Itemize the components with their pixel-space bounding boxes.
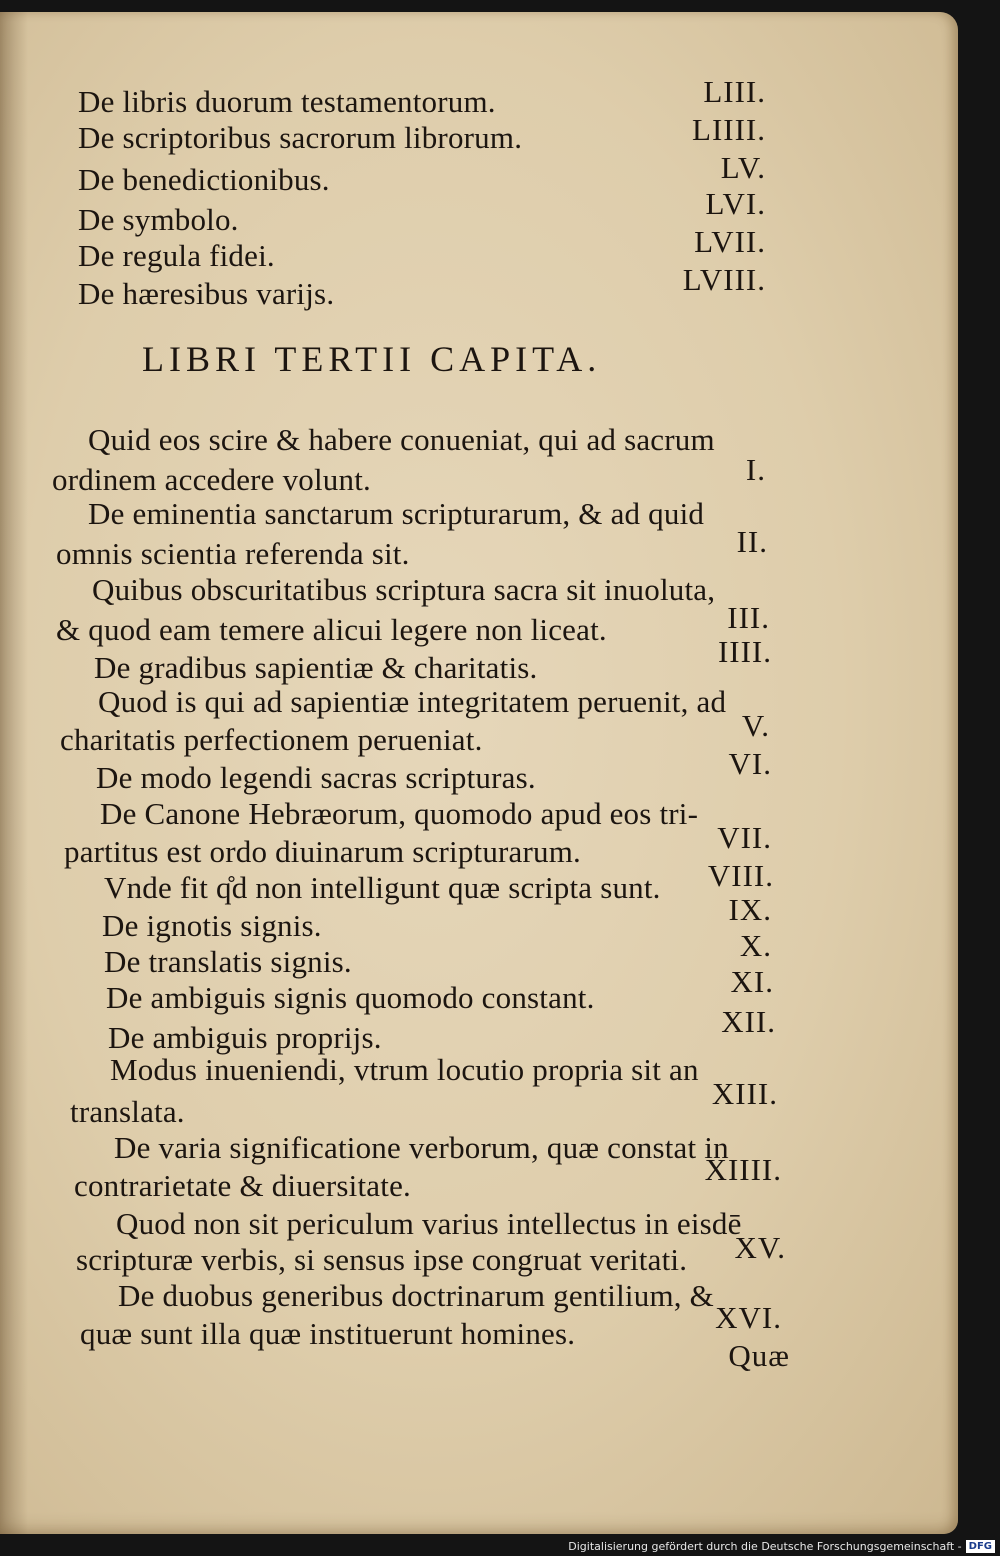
book-page: [0, 12, 958, 1534]
chapter-line: De modo legendi sacras scripturas.: [96, 760, 536, 795]
entry-title: De symbolo.: [78, 202, 239, 237]
entry-title: De benedictionibus.: [78, 162, 330, 197]
chapter-numeral: XIII.: [711, 1076, 778, 1111]
chapter-line: translata.: [70, 1094, 185, 1129]
chapter-numeral: VI.: [728, 746, 772, 781]
chapter-line: De duobus generibus doctrinarum gentilium, &: [118, 1278, 714, 1313]
chapter-line: contrarietate & diuersitate.: [74, 1168, 411, 1203]
entry-numeral: LV.: [720, 150, 766, 185]
chapter-line: De gradibus sapientiæ & charitatis.: [94, 650, 538, 685]
entry-title: De libris duorum testamentorum.: [78, 84, 496, 119]
chapter-numeral: XIIII.: [704, 1152, 782, 1187]
chapter-numeral: II.: [736, 524, 768, 559]
chapter-line: Quibus obscuritatibus scriptura sacra sit inuoluta,: [92, 572, 716, 607]
credit-text: Digitalisierung gefördert durch die Deutsche Forschungsgemeinschaft -: [568, 1540, 962, 1553]
chapter-line: Quod non sit periculum varius intellectus in eisdē: [116, 1206, 742, 1241]
chapter-line: Modus inueniendi, vtrum locutio propria sit an: [110, 1052, 699, 1087]
digitization-credit: [560, 1537, 995, 1556]
chapter-numeral: I.: [745, 452, 766, 487]
chapter-line: Vnde fit q̊d non intelligunt quæ scripta sunt.: [104, 870, 661, 905]
chapter-numeral: X.: [739, 928, 772, 963]
chapter-line: scripturæ verbis, si sensus ipse congruat veritati.: [76, 1242, 688, 1277]
chapter-numeral: XV.: [734, 1230, 786, 1265]
entry-numeral: LVI.: [705, 186, 766, 221]
chapter-line: Quid eos scire & habere conueniat, qui ad sacrum: [88, 422, 715, 457]
chapter-line: omnis scientia referenda sit.: [56, 536, 410, 571]
entry-numeral: LVII.: [694, 224, 766, 259]
chapter-line: De translatis signis.: [104, 944, 352, 979]
chapter-line: De ambiguis signis quomodo constant.: [106, 980, 595, 1015]
chapter-line: De ignotis signis.: [102, 908, 322, 943]
page-gutter-shadow: [0, 12, 28, 1534]
chapter-numeral: XI.: [730, 964, 774, 999]
chapter-line: quæ sunt illa quæ instituerunt homines.: [80, 1316, 576, 1351]
chapter-line: Quod is qui ad sapientiæ integritatem peruenit, ad: [98, 684, 727, 719]
chapter-line: De eminentia sanctarum scripturarum, & ad quid: [88, 496, 705, 531]
chapter-line: De varia significatione verborum, quæ constat in: [114, 1130, 729, 1165]
chapter-numeral: VII.: [717, 820, 772, 855]
chapter-line: ordinem accedere volunt.: [52, 462, 371, 497]
entry-numeral: LIIII.: [692, 112, 766, 147]
chapter-numeral: V.: [741, 708, 770, 743]
entry-title: De hæresibus varijs.: [78, 276, 335, 311]
entry-title: De scriptoribus sacrorum librorum.: [78, 120, 523, 155]
chapter-line: & quod eam temere alicui legere non liceat.: [56, 612, 607, 647]
chapter-line: De ambiguis proprijs.: [108, 1020, 382, 1055]
chapter-numeral: IIII.: [717, 634, 772, 669]
chapter-numeral: XVI.: [715, 1300, 782, 1335]
dfg-logo: DFG: [966, 1540, 995, 1553]
chapter-numeral: VIII.: [707, 858, 774, 893]
section-heading: LIBRI TERTII CAPITA.: [142, 339, 602, 379]
entry-numeral: LVIII.: [682, 262, 766, 297]
chapter-line: charitatis perfectionem perueniat.: [60, 722, 483, 757]
chapter-numeral: XII.: [721, 1004, 776, 1039]
entry-numeral: LIII.: [703, 74, 766, 109]
chapter-line: De Canone Hebræorum, quomodo apud eos tri-: [100, 796, 699, 831]
catchword: Quæ: [728, 1338, 790, 1373]
chapter-numeral: IX.: [728, 892, 772, 927]
entry-title: De regula fidei.: [78, 238, 275, 273]
chapter-numeral: III.: [727, 600, 770, 635]
chapter-line: partitus est ordo diuinarum scripturarum.: [64, 834, 582, 869]
